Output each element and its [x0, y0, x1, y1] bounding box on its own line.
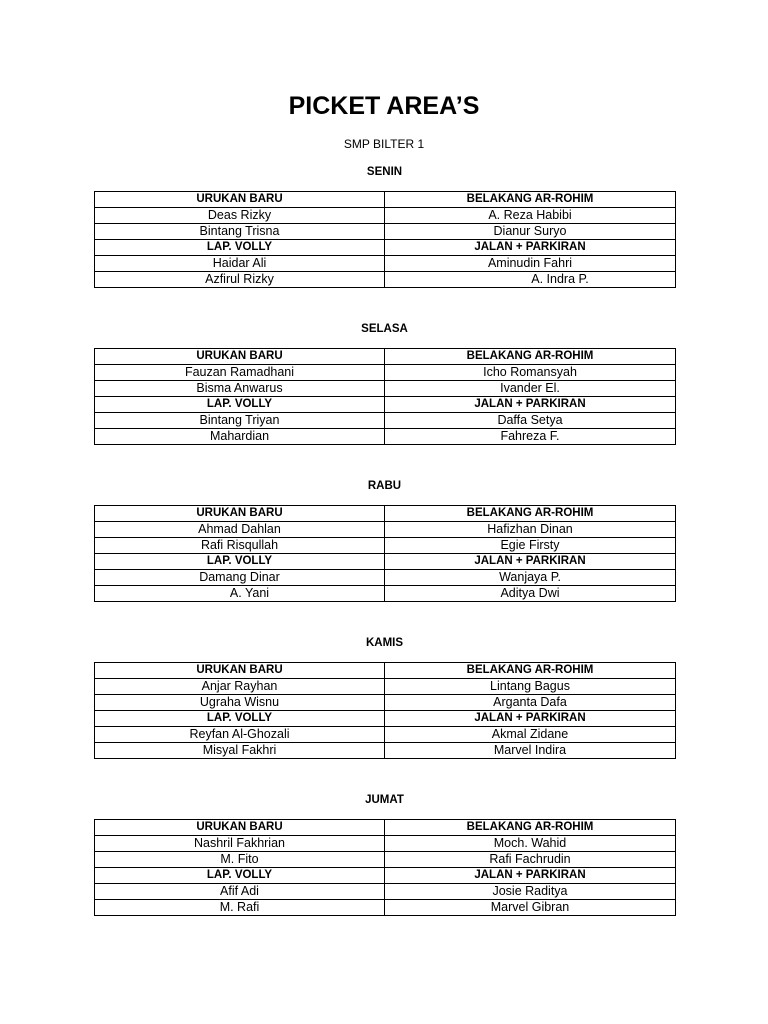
student-name: Bintang Trisna: [95, 224, 385, 240]
area-header-lap-volly: LAP. VOLLY: [95, 554, 385, 570]
student-name: Fauzan Ramadhani: [95, 365, 385, 381]
schedule-table: [94, 819, 676, 916]
student-name: M. Fito: [95, 852, 385, 868]
schedule-table: [94, 662, 676, 759]
student-name: Damang Dinar: [95, 570, 385, 586]
area-header-lap-volly: LAP. VOLLY: [95, 240, 385, 256]
student-name: Azfirul Rizky: [95, 272, 385, 288]
student-name: Arganta Dafa: [385, 695, 676, 711]
area-header-lap-volly: LAP. VOLLY: [95, 397, 385, 413]
table-header-row: [95, 663, 676, 679]
table-header-row: [95, 554, 676, 570]
day-title: SELASA: [361, 323, 408, 335]
student-name: Dianur Suryo: [385, 224, 676, 240]
table-row: [95, 570, 676, 586]
table-row: [95, 224, 676, 240]
student-name: Ahmad Dahlan: [95, 522, 385, 538]
area-header-jalan-parkiran: JALAN + PARKIRAN: [385, 240, 676, 256]
student-name: Aminudin Fahri: [385, 256, 676, 272]
day-section-kamis: [94, 635, 675, 759]
day-title: KAMIS: [365, 637, 404, 649]
student-name: Lintang Bagus: [385, 679, 676, 695]
day-section-selasa: [94, 321, 675, 445]
student-name: Daffa Setya: [385, 413, 676, 429]
day-section-rabu: [94, 478, 675, 602]
student-name: Fahreza F.: [385, 429, 676, 445]
student-name: Ugraha Wisnu: [95, 695, 385, 711]
day-title: RABU: [367, 480, 402, 492]
area-header-urukan-baru: URUKAN BARU: [95, 506, 385, 522]
student-name: Rafi Risqullah: [95, 538, 385, 554]
student-name: Reyfan Al-Ghozali: [95, 727, 385, 743]
day-section-senin: [94, 164, 675, 288]
table-header-row: [95, 820, 676, 836]
student-name: Ivander El.: [385, 381, 676, 397]
table-row: [95, 586, 676, 602]
table-row: [95, 679, 676, 695]
school-subtitle: SMP BILTER 1: [343, 137, 425, 151]
table-row: [95, 743, 676, 759]
table-row: [95, 727, 676, 743]
area-header-urukan-baru: URUKAN BARU: [95, 820, 385, 836]
day-title: JUMAT: [365, 794, 404, 806]
table-row: [95, 836, 676, 852]
table-header-row: [95, 868, 676, 884]
student-name: Icho Romansyah: [385, 365, 676, 381]
day-section-jumat: [94, 792, 675, 916]
day-title: SENIN: [366, 166, 403, 178]
student-name: Wanjaya P.: [385, 570, 676, 586]
student-name: Haidar Ali: [95, 256, 385, 272]
area-header-belakang-ar-rohim: BELAKANG AR-ROHIM: [385, 506, 676, 522]
student-name: Moch. Wahid: [385, 836, 676, 852]
area-header-jalan-parkiran: JALAN + PARKIRAN: [385, 554, 676, 570]
area-header-jalan-parkiran: JALAN + PARKIRAN: [385, 397, 676, 413]
student-name: A. Reza Habibi: [385, 208, 676, 224]
student-name: M. Rafi: [95, 900, 385, 916]
student-name: Akmal Zidane: [385, 727, 676, 743]
student-name: A. Indra P.: [385, 272, 676, 288]
student-name: Deas Rizky: [95, 208, 385, 224]
table-header-row: [95, 506, 676, 522]
student-name: Bintang Triyan: [95, 413, 385, 429]
schedule-table: [94, 505, 676, 602]
area-header-urukan-baru: URUKAN BARU: [95, 192, 385, 208]
table-row: [95, 413, 676, 429]
table-row: [95, 695, 676, 711]
table-header-row: [95, 711, 676, 727]
table-row: [95, 852, 676, 868]
student-name: Josie Raditya: [385, 884, 676, 900]
schedule-table: [94, 348, 676, 445]
student-name: Marvel Indira: [385, 743, 676, 759]
table-row: [95, 522, 676, 538]
area-header-urukan-baru: URUKAN BARU: [95, 349, 385, 365]
page-title: PICKET AREA’S: [288, 92, 480, 120]
table-header-row: [95, 349, 676, 365]
table-header-row: [95, 240, 676, 256]
student-name: Egie Firsty: [385, 538, 676, 554]
student-name: Rafi Fachrudin: [385, 852, 676, 868]
student-name: Misyal Fakhri: [95, 743, 385, 759]
table-row: [95, 381, 676, 397]
table-row: [95, 884, 676, 900]
table-row: [95, 429, 676, 445]
student-name: Aditya Dwi: [385, 586, 676, 602]
area-header-jalan-parkiran: JALAN + PARKIRAN: [385, 868, 676, 884]
table-row: [95, 900, 676, 916]
area-header-belakang-ar-rohim: BELAKANG AR-ROHIM: [385, 192, 676, 208]
table-row: [95, 208, 676, 224]
student-name: Mahardian: [95, 429, 385, 445]
table-header-row: [95, 192, 676, 208]
student-name: Nashril Fakhrian: [95, 836, 385, 852]
area-header-belakang-ar-rohim: BELAKANG AR-ROHIM: [385, 820, 676, 836]
schedule-table: [94, 191, 676, 288]
student-name: Anjar Rayhan: [95, 679, 385, 695]
area-header-belakang-ar-rohim: BELAKANG AR-ROHIM: [385, 349, 676, 365]
area-header-jalan-parkiran: JALAN + PARKIRAN: [385, 711, 676, 727]
table-row: [95, 538, 676, 554]
table-row: [95, 256, 676, 272]
student-name: Marvel Gibran: [385, 900, 676, 916]
area-header-lap-volly: LAP. VOLLY: [95, 711, 385, 727]
student-name: A. Yani: [95, 586, 385, 602]
table-header-row: [95, 397, 676, 413]
table-row: [95, 365, 676, 381]
student-name: Hafizhan Dinan: [385, 522, 676, 538]
student-name: Afif Adi: [95, 884, 385, 900]
area-header-urukan-baru: URUKAN BARU: [95, 663, 385, 679]
student-name: Bisma Anwarus: [95, 381, 385, 397]
area-header-belakang-ar-rohim: BELAKANG AR-ROHIM: [385, 663, 676, 679]
table-row: [95, 272, 676, 288]
area-header-lap-volly: LAP. VOLLY: [95, 868, 385, 884]
